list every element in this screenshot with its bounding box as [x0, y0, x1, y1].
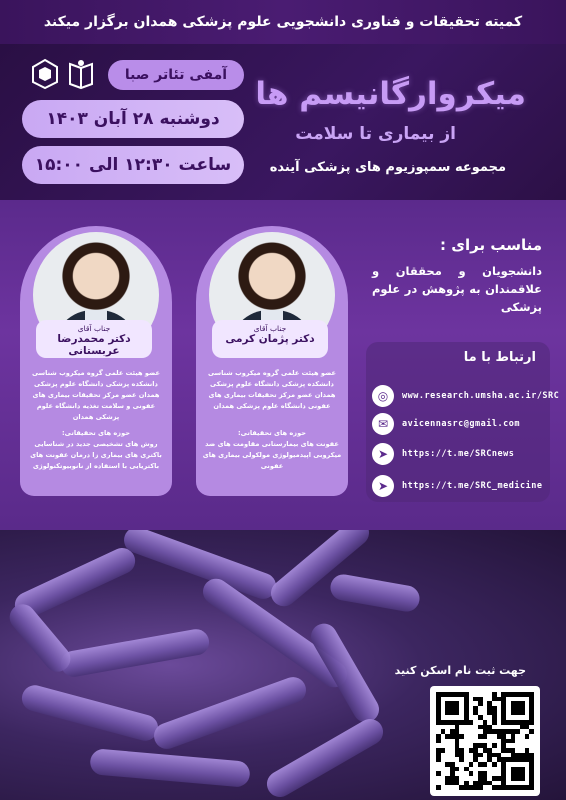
contact-telegram-medicine[interactable] [372, 474, 552, 498]
date-pill [22, 100, 244, 138]
research-committee-logo [66, 58, 96, 90]
speaker-bio: عضو هیئت علمی گروه میکروب شناسی دانشکده پزشکی دانشگاه علوم پزشکی همدان عضو مرکز تحقیقات بیماری های عفونی و سلامت تغذیه دانشگاه علوم پزشکی همدان [31, 369, 160, 421]
mail-icon: ✉ [372, 413, 394, 435]
fields-text: عفونت های بیمارستانی مقاومت های ضد میکروبی اپیدمیولوژی مولکولی بیماری های عفونی [202, 440, 342, 470]
speaker-fields [202, 428, 342, 472]
time-text: ساعت ۱۲:۳۰ الی ۱۵:۰۰ [34, 155, 232, 175]
contact-website[interactable] [372, 384, 560, 408]
globe-icon: ◎ [372, 385, 394, 407]
top-banner [0, 0, 566, 44]
registration-qr-code[interactable] [430, 686, 540, 796]
event-subtitle: از بیماری تا سلامت [295, 124, 456, 144]
speaker-honorific: جناب آقای [253, 324, 287, 333]
contact-email[interactable] [372, 412, 552, 436]
date-text: دوشنبه ۲۸ آبان ۱۴۰۳ [46, 109, 220, 129]
audience-text: دانشجویان و محققان و علاقمندان به پژوهش در علوم پزشکی [372, 264, 542, 314]
event-title: میکروارگانیسم ها [255, 76, 526, 112]
fields-heading: حوزه های تحقیقاتی: [238, 429, 306, 437]
speaker-name: دکتر محمدرضا عربستانی [57, 333, 131, 357]
contact-website-text: www.research.umsha.ac.ir/SRC [402, 391, 560, 401]
time-pill [22, 146, 244, 184]
organizer-text: کمیته تحقیقات و فناوری دانشجویی علوم پزشکی همدان برگزار میکند [43, 14, 523, 30]
venue-pill [108, 60, 244, 90]
registration-label: جهت ثبت نام اسکن کنید [394, 664, 526, 677]
speaker-bio: عضو هیئت علمی گروه میکروب شناسی دانشکده پزشکی دانشگاه علوم پزشکی همدان عضو مرکز تحقیقات بیماری های عفونی دانشگاه علوم پزشکی همدان [207, 369, 336, 410]
contact-telegram-news[interactable] [372, 442, 552, 466]
contact-telegram-medicine-text: https://t.me/SRC_medicine [402, 481, 543, 491]
speaker-name: دکتر پژمان کرمی [225, 333, 315, 345]
speaker-name-tag [36, 320, 152, 358]
venue-text: آمفی تئاتر صبا [124, 67, 228, 83]
speaker-fields [26, 428, 166, 472]
contact-telegram-news-text: https://t.me/SRCnews [402, 449, 515, 459]
university-logo [30, 58, 60, 90]
speaker-honorific: جناب آقای [77, 324, 111, 333]
audience-heading: مناسب برای : [440, 236, 542, 254]
qr-pattern [436, 692, 534, 790]
fields-heading: حوزه های تحقیقاتی: [62, 429, 130, 437]
telegram-icon: ➤ [372, 443, 394, 465]
contact-email-text: avicennasrc@gmail.com [402, 419, 520, 429]
speaker-name-tag [212, 320, 328, 358]
contact-heading: ارتباط با ما [463, 350, 536, 365]
series-name: مجموعه سمپوزیوم های پزشکی آینده [269, 160, 506, 175]
telegram-icon: ➤ [372, 475, 394, 497]
fields-text: روش های تشخیصی جدید در شناسایی باکتری های بیماری زا درمان عفونت های باکتریایی با استفاده از نانوبیوتکنولوژی [30, 440, 162, 470]
